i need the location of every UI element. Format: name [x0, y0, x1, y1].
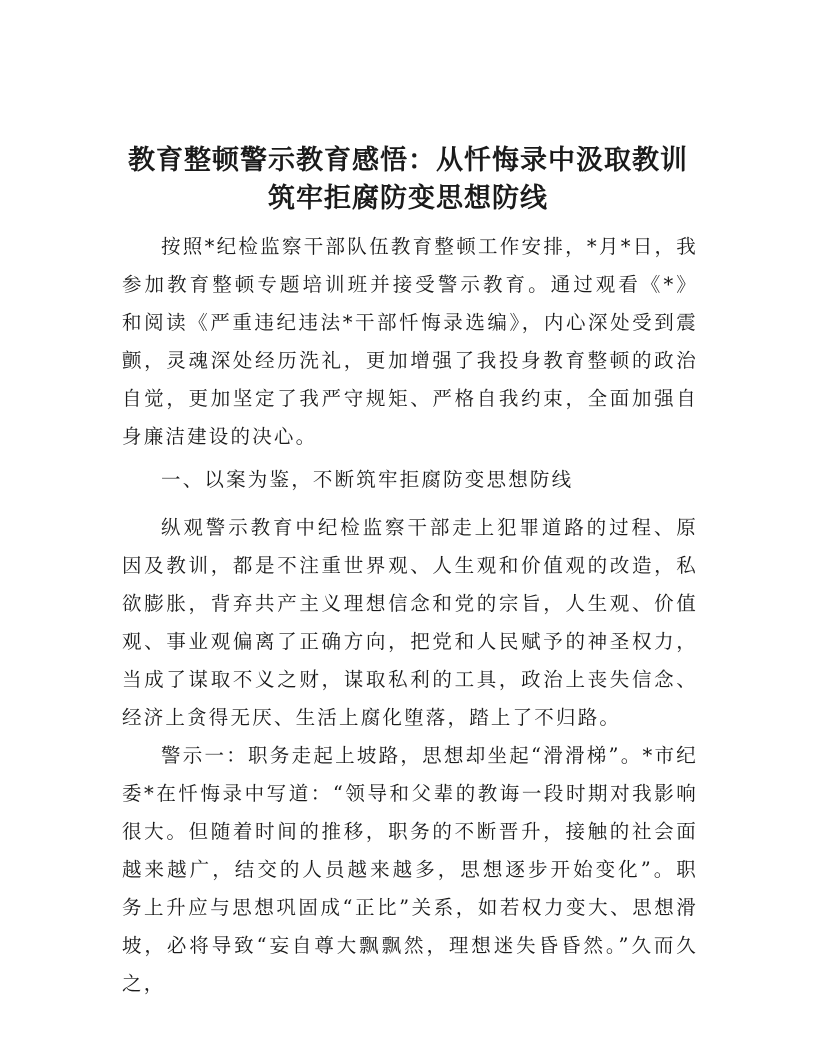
paragraph-intro: 按照*纪检监察干部队伍教育整顿工作安排，*月*日，我参加教育整顿专题培训班并接受警示教育。通过观看《*》和阅读《严重违纪违法*干部忏悔录选编》，内心深处受到震颤，灵魂深处经历洗礼，更加增强了我投身教育整顿的政治自觉，更加坚定了我严守规矩、严格自我约束，全面加强自身廉洁建设的决心。	[122, 235, 698, 448]
document-title-line-1: 教育整顿警示教育感悟：从忏悔录中汲取教训	[128, 145, 688, 176]
section-heading-1: 一、以案为鉴，不断筑牢拒腐防变思想防线	[161, 468, 574, 491]
document-title-line-2: 筑牢拒腐防变思想防线	[268, 183, 548, 214]
paragraph-overview: 纵观警示教育中纪检监察干部走上犯罪道路的过程、原因及教训，都是不注重世界观、人生观和价值观的改造，私欲膨胀，背弃共产主义理想信念和党的宗旨，人生观、价值观、事业观偏离了正确方向，把党和人民赋予的神圣权力，当成了谋取不义之财，谋取私利的工具，政治上丧失信念、经济上贪得无厌、生活上腐化堕落，踏上了不归路。	[122, 516, 698, 729]
paragraph-warning-1: 警示一：职务走起上坡路，思想却坐起“滑滑梯”。*市纪委*在忏悔录中写道：“领导和父辈的教诲一段时期对我影响很大。但随着时间的推移，职务的不断晋升，接触的社会面越来越广，结交的人员越来越多，思想逐步开始变化”。职务上升应与思想巩固成“正比”关系，如若权力变大、思想滑坡，必将导致“妄自尊大飘飘然，理想迷失昏昏然。”久而久之，	[122, 744, 698, 995]
